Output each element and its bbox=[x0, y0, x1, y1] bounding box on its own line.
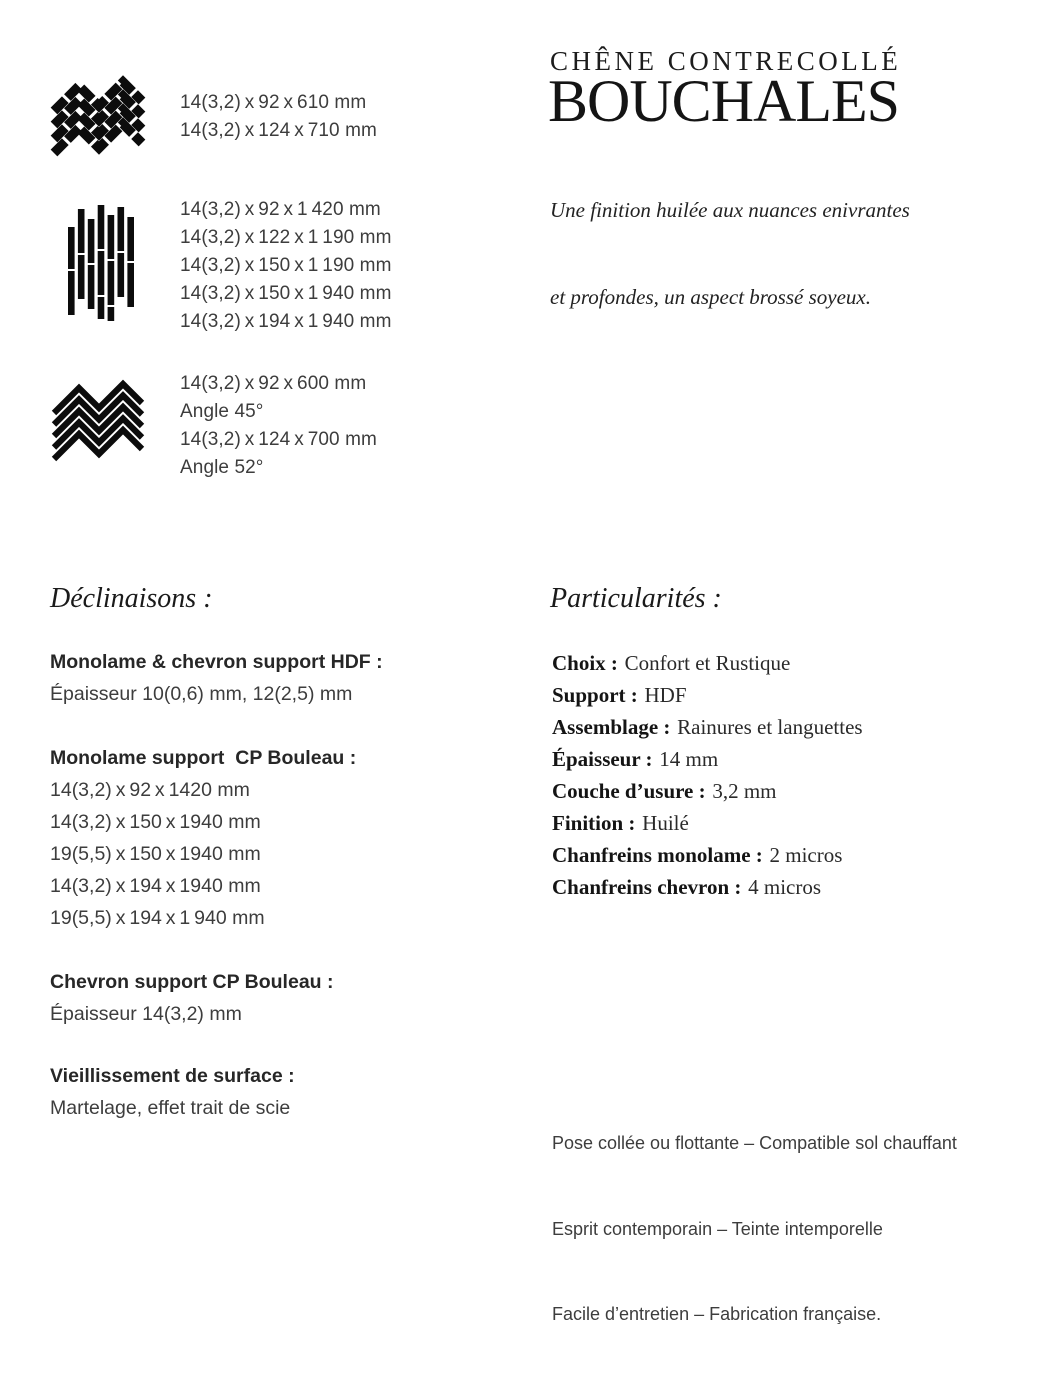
dimension-line: 14(3,2) x 150 x 1940 mm bbox=[50, 811, 261, 833]
plank-dimensions bbox=[180, 196, 392, 336]
section-title: Vieillissement de surface : bbox=[50, 1065, 295, 1087]
note-line: Pose collée ou flottante – Compatible sol chauffant bbox=[552, 1133, 957, 1153]
product-name: BOUCHALES bbox=[548, 68, 900, 134]
spec-value: Confort et Rustique bbox=[624, 651, 791, 675]
spec-label: Finition : bbox=[552, 811, 636, 835]
section-line: Épaisseur 14(3,2) mm bbox=[50, 1003, 242, 1025]
particularites-list bbox=[552, 647, 863, 903]
spec-label: Couche d’usure : bbox=[552, 779, 706, 803]
dimension-line: 14(3,2) x 150 x 1 190 mm bbox=[180, 255, 392, 276]
dimension-line: 14(3,2) x 92 x 610 mm bbox=[180, 92, 367, 113]
herringbone-dimensions bbox=[180, 89, 377, 145]
declinaisons-heading: Déclinaisons : bbox=[50, 583, 213, 614]
declinaisons-section-chevron-cp bbox=[50, 966, 334, 1030]
spec-value: 2 micros bbox=[769, 843, 843, 867]
spec-item bbox=[552, 871, 863, 903]
spec-item bbox=[552, 679, 863, 711]
note-line: Esprit contemporain – Teinte intemporelle bbox=[552, 1218, 883, 1239]
dimension-line: 19(5,5) x 150 x 1940 mm bbox=[50, 843, 261, 865]
spec-item bbox=[552, 839, 863, 871]
particularites-heading: Particularités : bbox=[550, 583, 722, 614]
spec-label: Épaisseur : bbox=[552, 747, 653, 771]
spec-label: Chanfreins monolame : bbox=[552, 843, 763, 867]
spec-label: Assemblage : bbox=[552, 715, 671, 739]
section-title: Monolame support CP Bouleau : bbox=[50, 747, 357, 769]
dimension-line: 14(3,2) x 194 x 1 940 mm bbox=[180, 311, 392, 332]
spec-value: 3,2 mm bbox=[712, 779, 777, 803]
usage-notes bbox=[552, 1072, 957, 1386]
product-category: CHÊNE CONTRECOLLÉ bbox=[550, 46, 902, 76]
dimension-line: 14(3,2) x 150 x 1 940 mm bbox=[180, 283, 392, 304]
section-title: Chevron support CP Bouleau : bbox=[50, 971, 334, 993]
declinaisons-section-vieillissement bbox=[50, 1060, 295, 1124]
spec-label: Choix : bbox=[552, 651, 618, 675]
spec-item bbox=[552, 743, 863, 775]
dimension-line: 14(3,2) x 124 x 700 mm bbox=[180, 429, 377, 450]
dimension-line: 14(3,2) x 124 x 710 mm bbox=[180, 120, 377, 141]
dimension-line: 19(5,5) x 194 x 1 940 mm bbox=[50, 907, 265, 929]
spec-label: Chanfreins chevron : bbox=[552, 875, 742, 899]
spec-item bbox=[552, 711, 863, 743]
chevron-dimensions bbox=[180, 370, 377, 482]
dimension-line: 14(3,2) x 92 x 1 420 mm bbox=[180, 199, 381, 220]
spec-value: Rainures et languettes bbox=[677, 715, 863, 739]
spec-value: HDF bbox=[644, 683, 687, 707]
section-title: Monolame & chevron support HDF : bbox=[50, 651, 383, 673]
dimension-line: 14(3,2) x 122 x 1 190 mm bbox=[180, 227, 392, 248]
spec-label: Support : bbox=[552, 683, 638, 707]
section-line: Martelage, effet trait de scie bbox=[50, 1097, 291, 1119]
chevron-pattern-icon bbox=[50, 382, 142, 472]
spec-item bbox=[552, 807, 863, 839]
spec-value: Huilé bbox=[642, 811, 689, 835]
tagline-line: Une finition huilée aux nuances enivrantes bbox=[550, 198, 910, 222]
spec-item bbox=[552, 775, 863, 807]
spec-value: 14 mm bbox=[659, 747, 719, 771]
declinaisons-section-monolame-cp bbox=[50, 742, 356, 934]
section-line: Épaisseur 10(0,6) mm, 12(2,5) mm bbox=[50, 683, 353, 705]
dimension-line: 14(3,2) x 92 x 600 mm bbox=[180, 373, 367, 394]
angle-line: Angle 45° bbox=[180, 401, 264, 422]
herringbone-pattern-icon bbox=[50, 78, 142, 168]
spec-item bbox=[552, 647, 863, 679]
declinaisons-section-hdf bbox=[50, 646, 383, 710]
tagline-line: et profondes, un aspect brossé soyeux. bbox=[550, 285, 871, 309]
product-tagline bbox=[550, 138, 910, 370]
dimension-line: 14(3,2) x 92 x 1420 mm bbox=[50, 779, 250, 801]
angle-line: Angle 52° bbox=[180, 457, 264, 478]
dimension-line: 14(3,2) x 194 x 1940 mm bbox=[50, 875, 261, 897]
spec-value: 4 micros bbox=[748, 875, 822, 899]
plank-pattern-icon bbox=[68, 203, 134, 321]
note-line: Facile d’entretien – Fabrication française. bbox=[552, 1304, 882, 1324]
